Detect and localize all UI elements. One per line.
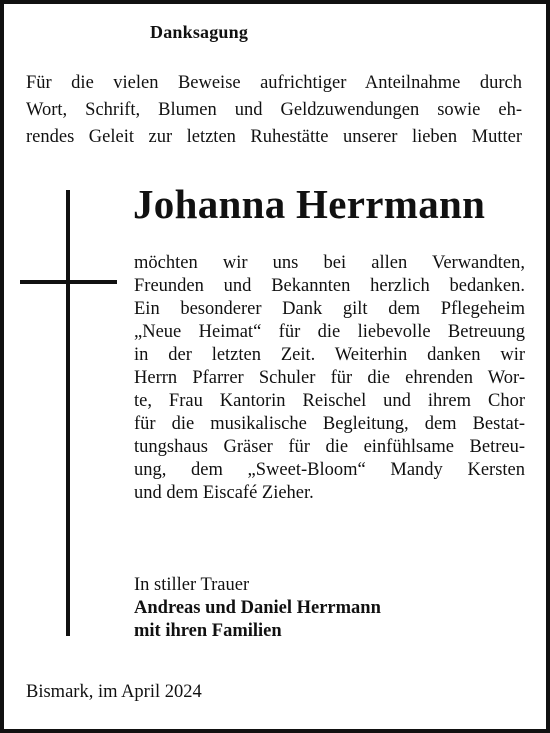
thanks-line: möchten wir uns bei allen Verwandten, bbox=[134, 253, 525, 273]
thanks-paragraph bbox=[134, 252, 525, 505]
signoff-names: Andreas und Daniel Herrmann bbox=[134, 598, 381, 618]
thanks-line: te, Frau Kantorin Reischel und ihrem Chor bbox=[134, 391, 525, 411]
thanks-line: ung, dem „Sweet-Bloom“ Mandy Kersten bbox=[134, 460, 525, 480]
intro-line: rendes Geleit zur letzten Ruhestätte unserer lieben Mutter bbox=[26, 127, 522, 147]
deceased-name: Johanna Herrmann bbox=[133, 181, 486, 227]
intro-line: Für die vielen Beweise aufrichtiger Anteilnahme durch bbox=[26, 73, 522, 93]
cross-icon-vertical-bar bbox=[66, 190, 70, 636]
intro-paragraph bbox=[26, 70, 522, 151]
cross-icon-horizontal-bar bbox=[20, 280, 117, 284]
thanks-line: Herrn Pfarrer Schuler für die ehrenden Wor- bbox=[134, 368, 525, 388]
signoff-families: mit ihren Familien bbox=[134, 621, 282, 641]
thanks-line: für die musikalische Begleitung, dem Bestat- bbox=[134, 414, 525, 434]
notice-heading: Danksagung bbox=[150, 22, 249, 42]
signoff-phrase: In stiller Trauer bbox=[134, 575, 250, 595]
signoff-block bbox=[134, 574, 524, 643]
thanks-line: Freunden und Bekannten herzlich bedanken. bbox=[134, 276, 525, 296]
thanks-line: Ein besonderer Dank gilt dem Pflegeheim bbox=[134, 299, 525, 319]
intro-line: Wort, Schrift, Blumen und Geldzuwendungen sowie eh- bbox=[26, 100, 522, 120]
thanks-line: „Neue Heimat“ für die liebevolle Betreuung bbox=[134, 322, 525, 342]
thanks-line: tungshaus Gräser für die einfühlsame Betreu- bbox=[134, 437, 525, 457]
thanks-line: und dem Eiscafé Zieher. bbox=[134, 483, 314, 503]
place-date: Bismark, im April 2024 bbox=[26, 682, 202, 702]
thanks-line: in der letzten Zeit. Weiterhin danken wir bbox=[134, 345, 525, 365]
